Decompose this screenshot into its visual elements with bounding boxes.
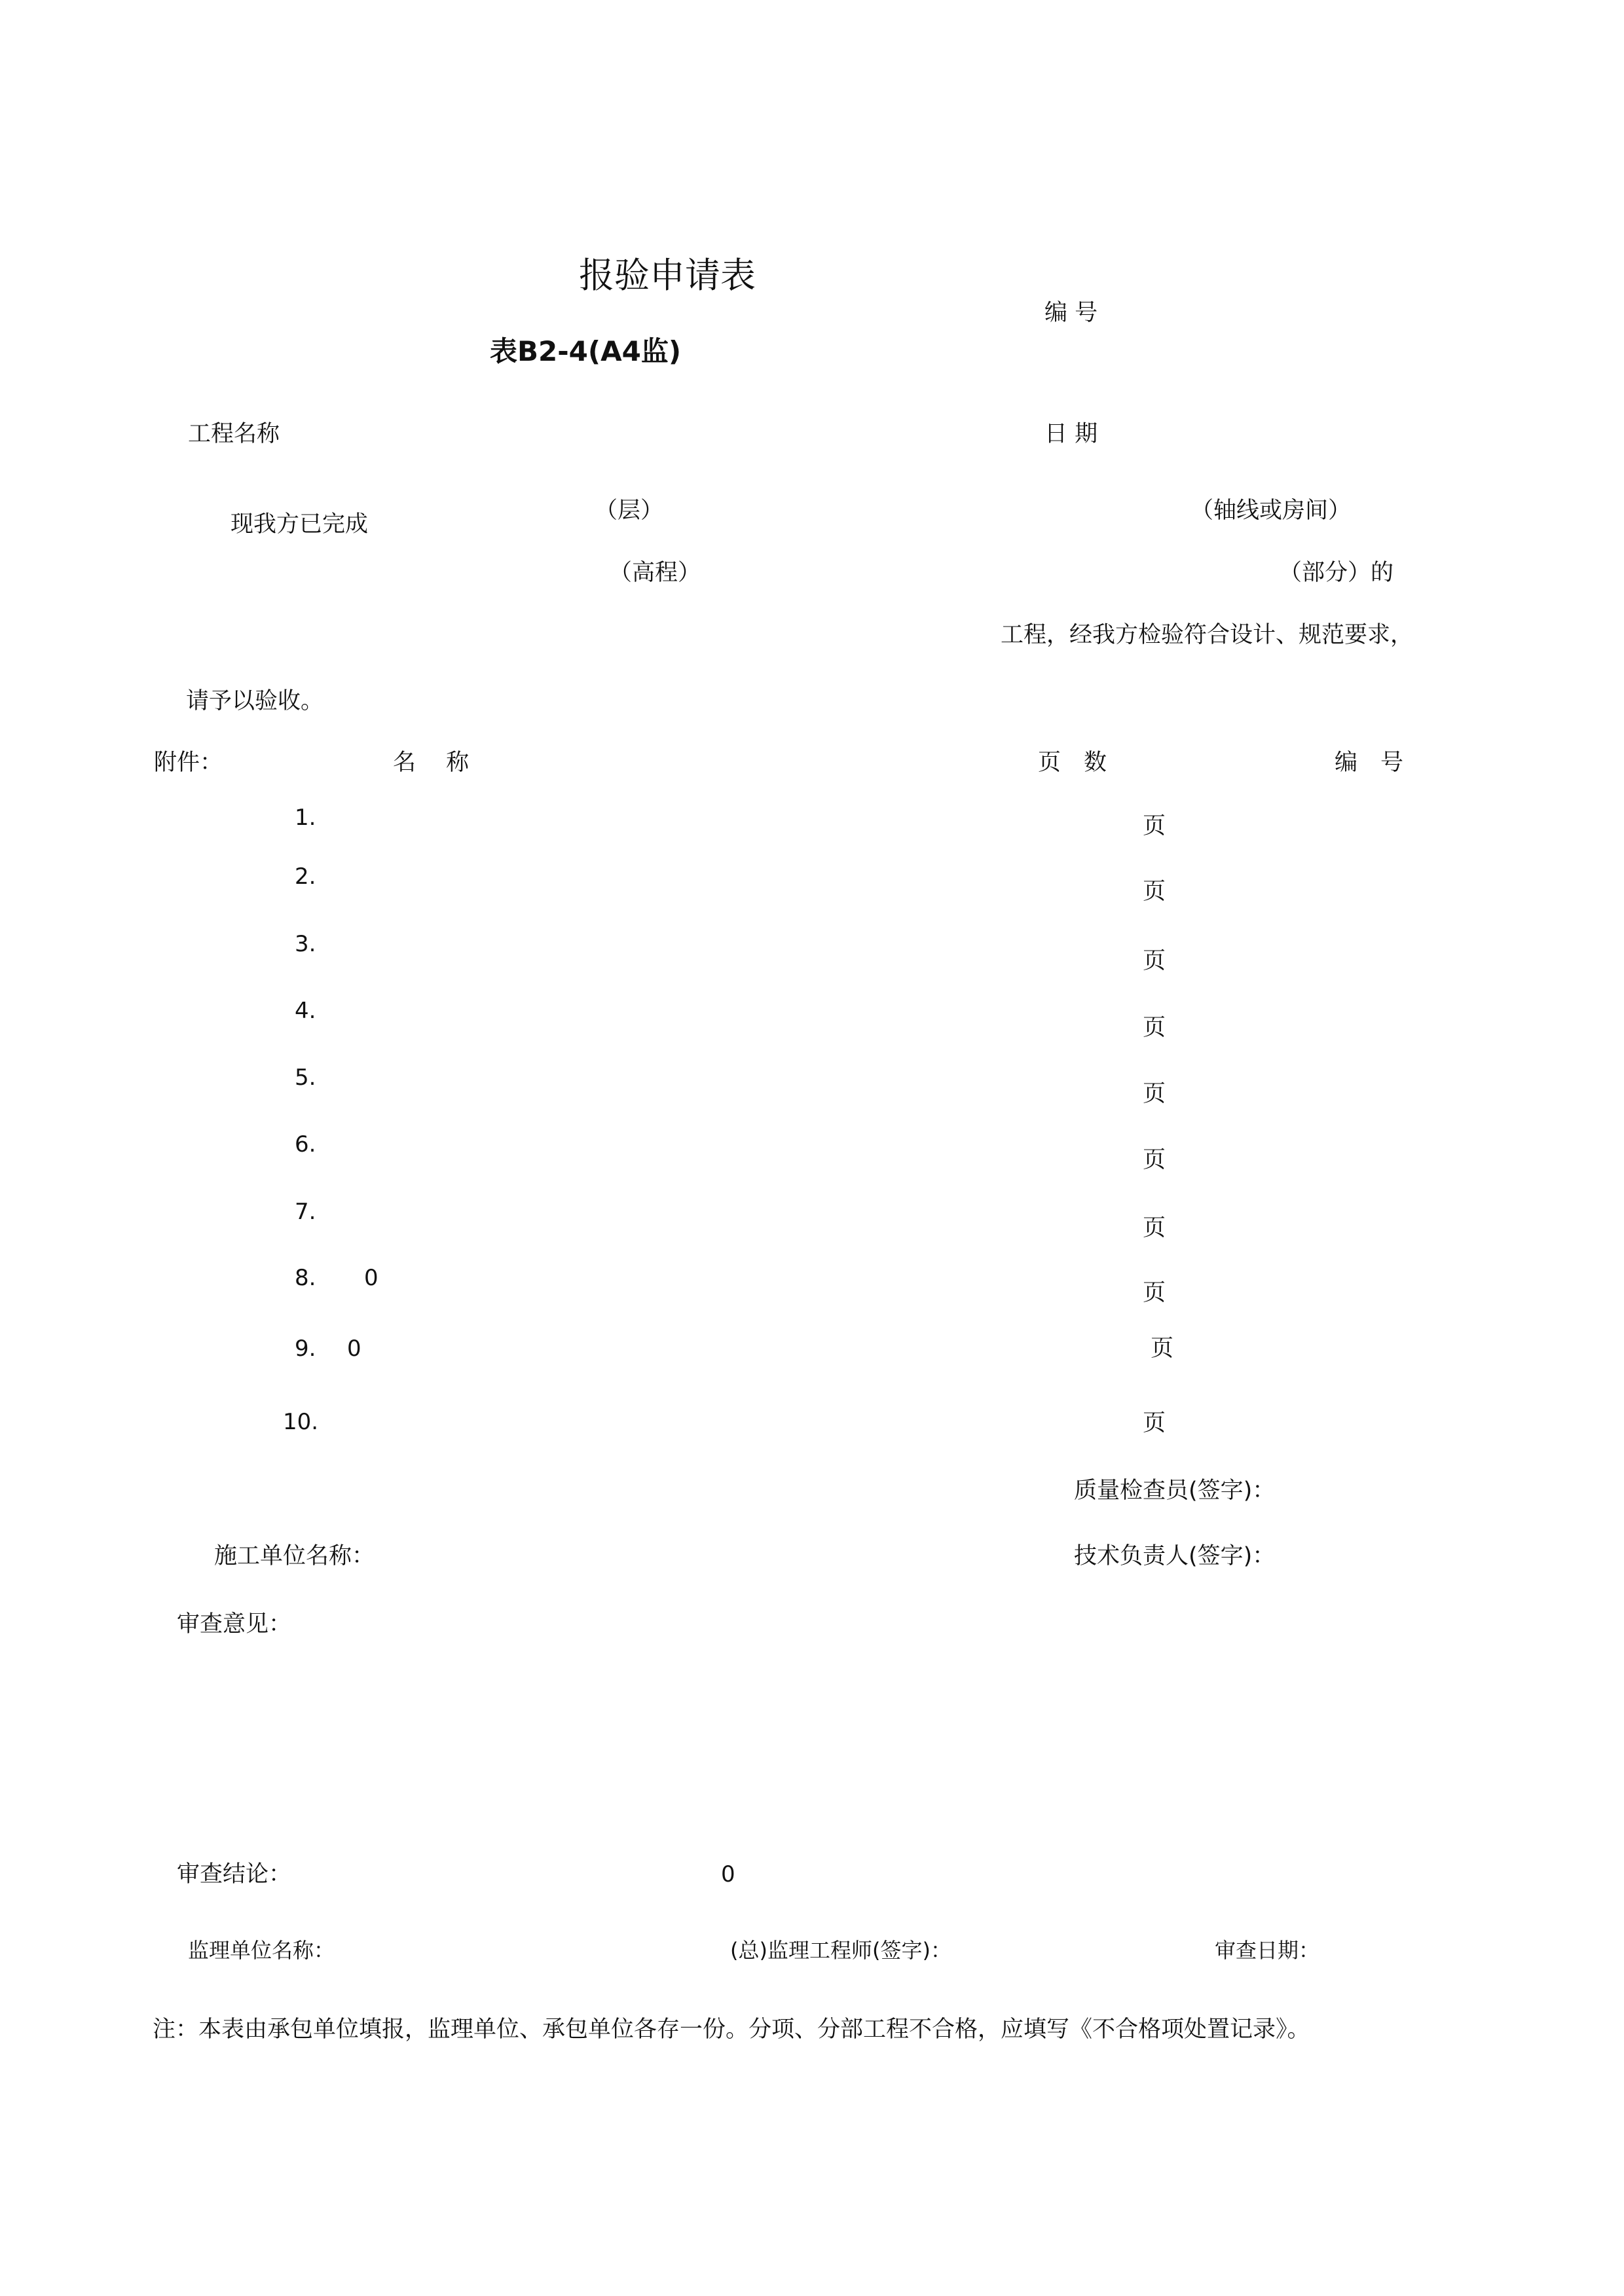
attachment-name-header: 名 称 (393, 750, 470, 776)
attachment-pages-unit: 页 (1143, 1015, 1166, 1041)
attachments-label: 附件： (154, 750, 223, 776)
attachment-name: 0 (347, 1336, 361, 1362)
attachment-number: 10. (283, 1409, 319, 1435)
attachment-pages-unit: 页 (1143, 879, 1166, 905)
inspection-text: 工程，经我方检验符合设计、规范要求， (1001, 622, 1414, 648)
technical-lead-signature-label: 技术负责人(签字)： (1074, 1543, 1276, 1569)
attachment-name: 0 (364, 1265, 378, 1291)
quality-inspector-signature-label: 质量检查员(签字)： (1074, 1478, 1276, 1504)
attachment-number: 1. (295, 805, 316, 831)
attachment-pages-unit: 页 (1143, 1147, 1166, 1173)
project-name-label: 工程名称 (188, 421, 280, 447)
code-label: 编 号 (1044, 300, 1098, 326)
attachment-pages-unit: 页 (1151, 1336, 1174, 1362)
attachment-number: 4. (295, 998, 316, 1024)
elevation-label: （高程） (609, 560, 701, 586)
attachment-number: 3. (295, 931, 316, 957)
supervision-unit-label: 监理单位名称： (188, 1938, 335, 1963)
completed-label: 现我方已完成 (231, 511, 369, 538)
form-subtitle: 表B2-4(A4监) (490, 335, 682, 367)
attachment-number-header: 编 号 (1335, 750, 1404, 776)
request-text: 请予以验收。 (186, 688, 324, 714)
attachment-number: 5. (295, 1065, 316, 1091)
form-title: 报验申请表 (579, 255, 756, 296)
attachment-pages-unit: 页 (1143, 1215, 1166, 1241)
chief-engineer-signature-label: (总)监理工程师(签字)： (730, 1938, 951, 1963)
axis-label: （轴线或房间） (1190, 498, 1352, 524)
attachment-number: 6. (295, 1131, 316, 1157)
form-note: 注：本表由承包单位填报，监理单位、承包单位各存一份。分项、分部工程不合格，应填写《不合格项处置记录》。 (153, 2016, 1310, 2043)
date-label: 日 期 (1044, 421, 1098, 447)
floor-label: （层） (595, 498, 664, 524)
part-label: （部分）的 (1279, 560, 1394, 586)
attachment-number: 7. (295, 1199, 316, 1225)
review-date-label: 审查日期： (1215, 1938, 1320, 1963)
attachment-pages-header: 页 数 (1038, 750, 1107, 776)
review-conclusion-value: 0 (721, 1861, 735, 1887)
review-opinion-label: 审查意见： (177, 1611, 292, 1637)
review-conclusion-label: 审查结论： (177, 1861, 292, 1887)
attachment-pages-unit: 页 (1143, 1081, 1166, 1107)
construction-unit-label: 施工单位名称： (214, 1543, 375, 1569)
attachment-number: 9. (295, 1336, 316, 1362)
attachment-pages-unit: 页 (1143, 1280, 1166, 1306)
attachment-number: 8. (295, 1265, 316, 1291)
attachment-pages-unit: 页 (1143, 813, 1166, 839)
attachment-pages-unit: 页 (1143, 948, 1166, 974)
attachment-number: 2. (295, 864, 316, 890)
attachment-pages-unit: 页 (1143, 1410, 1166, 1436)
